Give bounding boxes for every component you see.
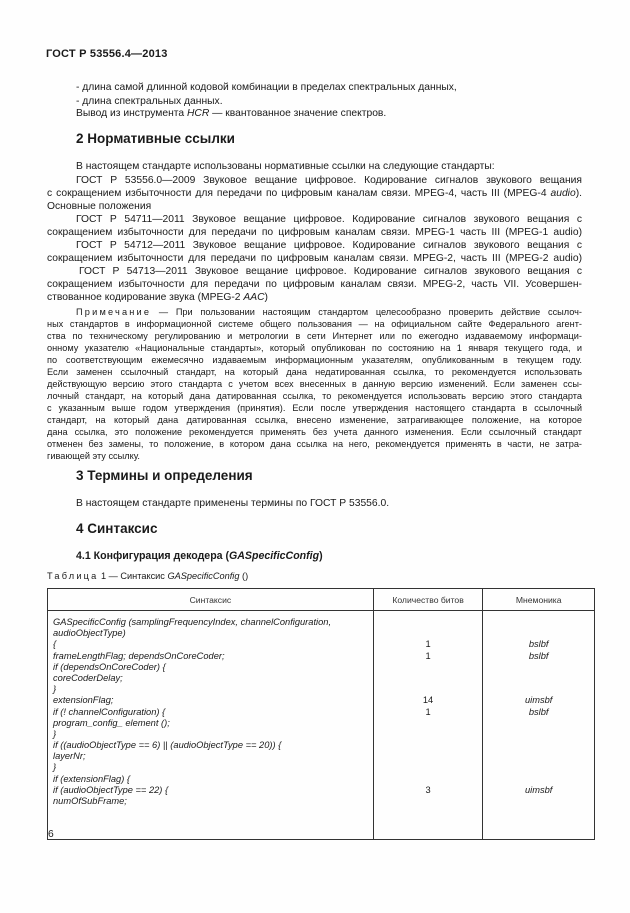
bits-cell (374, 617, 483, 628)
bits-cell (374, 628, 483, 639)
mnemonic-cell (483, 673, 594, 684)
running-header: ГОСТ Р 53556.4—2013 (46, 48, 168, 60)
bits-cell: 1 (425, 639, 431, 650)
syntax-line: } (53, 684, 57, 695)
section-3-heading: 3 Термины и определения (76, 468, 253, 483)
column-header-bits: Количество битов (373, 589, 483, 611)
syntax-line: if (dependsOnCoreCoder) { (53, 661, 166, 672)
syntax-line: extensionFlag; (53, 695, 114, 706)
syntax-line: layerNr; (53, 751, 86, 762)
note-line: действующую версию этого стандарта с учетом всех внесенных в данную версию изменений. Если заменен ссы- (47, 379, 582, 389)
note-line: дана ссылка, это положение рекомендуется применять без учета данного изменения. Если ссылочный стандарт (47, 427, 582, 437)
syntax-line: } (53, 728, 57, 739)
bits-cell (374, 740, 483, 751)
ref-3-line-2: сокращением избыточности для передачи по цифровым каналам связи. MPEG-2, часть III (MPEG-2 audio) (47, 253, 582, 264)
syntax-line: coreCoderDelay; (53, 672, 123, 683)
syntax-line: GASpecificConfig (samplingFrequencyIndex, channelConfiguration, (53, 617, 332, 627)
section-3-text: В настоящем стандарте применены термины по ГОСТ Р 53556.0. (76, 498, 390, 509)
syntax-column (48, 611, 374, 840)
syntax-line: if (extensionFlag) { (53, 773, 130, 784)
bits-cell (374, 774, 483, 785)
note-line: по соответствующим ежемесячно издаваемым информационным указателям, опубликованным в текущем году. (47, 355, 582, 365)
intro-item-2: - длина спектральных данных. (76, 96, 223, 107)
mnemonic-cell: bslbf (528, 650, 549, 661)
table-caption: Таблица 1 — Синтаксис GASpecificConfig () (47, 571, 249, 581)
bits-cell (374, 751, 483, 762)
syntax-line: frameLengthFlag; dependsOnCoreCoder; (53, 650, 225, 661)
intro-output: Вывод из инструмента HCR — квантованное значение спектров. (76, 108, 387, 119)
mnemonic-cell: bslbf (528, 639, 549, 650)
mnemonic-cell (483, 751, 594, 762)
note-line: лочный стандарт, на который дана датированная ссылка, то рекомендуется использовать версию этого стандарта (47, 391, 582, 401)
mnemonic-cell (483, 740, 594, 751)
note-line: ства по техническому регулированию и метрологии в сети Интернет или по ежегодно издаваемому информаци- (47, 331, 582, 341)
mnemonic-cell (483, 718, 594, 729)
bits-cell: 1 (425, 706, 431, 717)
section-4-heading: 4 Синтаксис (76, 521, 158, 536)
mnemonic-cell (483, 628, 594, 639)
note-line-1: Примечание — При пользовании настоящим стандартом целесообразно проверить действие ссылоч- (76, 307, 582, 317)
bits-cell (374, 673, 483, 684)
ref-1-line-2: с сокращением избыточности для передачи по цифровым каналам связи. MPEG-4, часть III (MPEG-4 audio). (47, 188, 582, 199)
intro-item-1: - длина самой длинной кодовой комбинации в пределах спектральных данных, (76, 82, 457, 93)
bits-cell (374, 796, 483, 807)
mnemonic-cell: bslbf (528, 706, 549, 717)
ref-2-line-2: сокращением избыточности для передачи по цифровым каналам связи. MPEG-1 часть III (MPEG-1 audio) (47, 227, 582, 238)
syntax-line: program_config_ element (); (53, 717, 170, 728)
note-label: Примечание (76, 307, 152, 317)
note-line: ных стандартов в информационной системе общего пользования — на официальном сайте Федерального агент- (47, 319, 582, 329)
ref-4-line-3: ствованное кодирование звука (MPEG-2 AAC) (47, 292, 268, 303)
page-number: 6 (48, 829, 54, 840)
syntax-line: } (53, 762, 57, 773)
mnemonic-cell (483, 684, 594, 695)
syntax-line: audioObjectType) (53, 628, 126, 639)
mnemonic-cell (483, 617, 594, 628)
bits-cell: 3 (425, 784, 431, 795)
syntax-line: { (53, 639, 57, 650)
syntax-line: numOfSubFrame; (53, 796, 127, 806)
ref-1-line-3: Основные положения (47, 201, 152, 212)
bits-column (373, 611, 483, 840)
mnemonic-cell: uimsbf (524, 784, 553, 795)
ref-1-line-1: ГОСТ Р 53556.0—2009 Звуковое вещание цифровое. Кодирование сигналов звукового вещания (76, 175, 582, 186)
section-2-lead: В настоящем стандарте использованы нормативные ссылки на следующие стандарты: (76, 161, 495, 172)
note-line-last: гивающей эту ссылку. (47, 451, 140, 461)
syntax-table (47, 588, 595, 840)
bits-cell: 14 (422, 695, 434, 706)
note-line: онному указателю «Национальные стандарты», который опубликован по состоянию на 1 января текущего года, и (47, 343, 582, 353)
mnemonic-cell (483, 774, 594, 785)
ref-4-line-1: ГОСТ Р 54713—2011 Звуковое вещание цифровое. Кодирование сигналов звукового вещания с (79, 266, 582, 277)
ref-3-line-1: ГОСТ Р 54712—2011 Звуковое вещание цифровое. Кодирование сигналов звукового вещания с (76, 240, 582, 251)
bits-cell (374, 662, 483, 673)
syntax-line: if ((audioObjectType == 6) || (audioObjectType == 20)) { (53, 740, 282, 751)
bits-cell (374, 762, 483, 773)
subsection-4-1-heading: 4.1 Конфигурация декодера (GASpecificConfig) (76, 550, 323, 562)
bits-cell (374, 718, 483, 729)
note-line: с указанным выше годом утверждения (принятия). Если после утверждения настоящего стандарта в ссылочный (47, 403, 582, 413)
syntax-line: if (! channelConfiguration) { (53, 706, 166, 717)
mnemonic-cell (483, 762, 594, 773)
mnemonic-cell (483, 729, 594, 740)
bits-cell (374, 729, 483, 740)
note-line: отменен без замены, то положение, в котором дана ссылка на него, рекомендуется применять в части, не затра- (47, 439, 582, 449)
note-line: стандарт, на который дана датированная ссылка, внесено изменение, затрагивающее положение, на которое (47, 415, 582, 425)
column-header-mnemonic: Мнемоника (483, 589, 595, 611)
mnemonic-column (483, 611, 595, 840)
bits-cell: 1 (425, 650, 431, 661)
section-2-heading: 2 Нормативные ссылки (76, 131, 235, 146)
bits-cell (374, 684, 483, 695)
syntax-line: if (audioObjectType == 22) { (53, 784, 169, 795)
mnemonic-cell (483, 662, 594, 673)
mnemonic-cell: uimsbf (524, 695, 553, 706)
column-header-syntax: Синтаксис (48, 589, 374, 611)
ref-2-line-1: ГОСТ Р 54711—2011 Звуковое вещание цифровое. Кодирование сигналов звукового вещания с (76, 214, 582, 225)
ref-4-line-2: сокращением избыточности для передачи по цифровым каналам связи. MPEG-2, часть VII. Усовершен- (47, 279, 582, 290)
note-line: Если заменен ссылочный стандарт, на который дана недатированная ссылка, то рекомендуется использовать (47, 367, 582, 377)
mnemonic-cell (483, 796, 594, 807)
